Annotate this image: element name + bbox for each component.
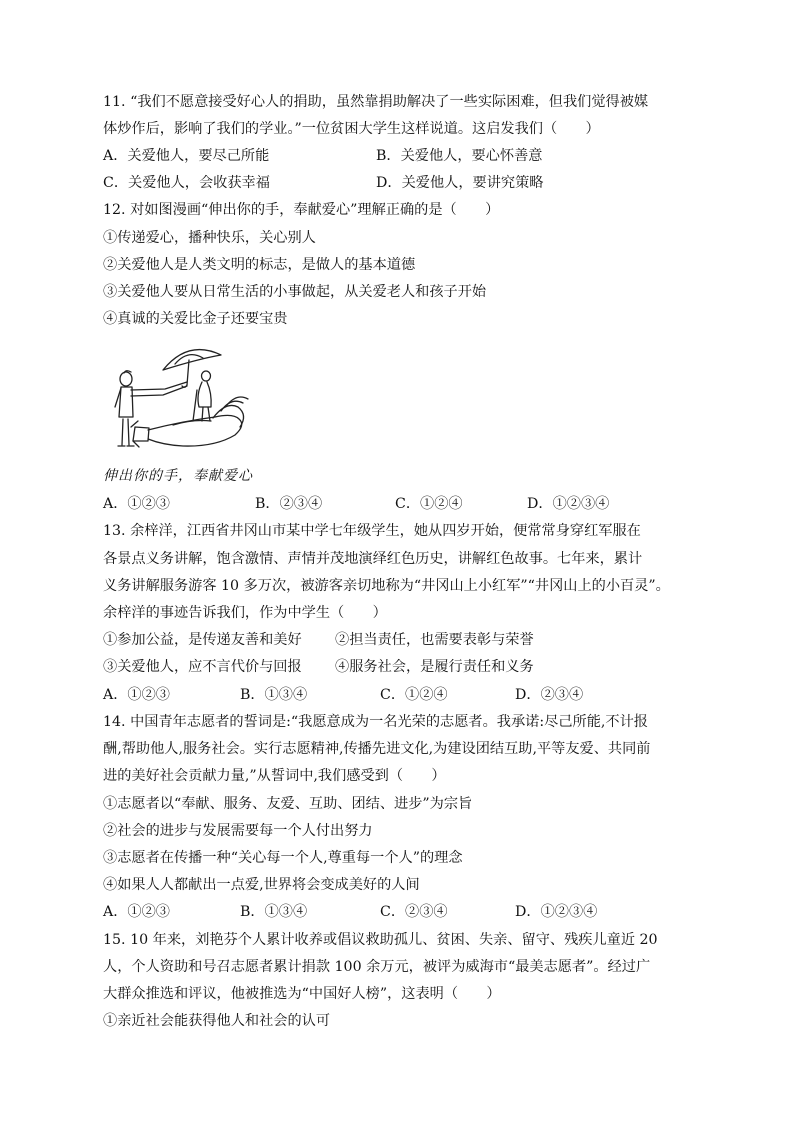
q11-option-d[interactable]: D．关爱他人，要讲究策略	[376, 175, 544, 191]
q12-option-a[interactable]: A．①②③	[103, 496, 170, 512]
q11-option-b[interactable]: B．关爱他人，要心怀善意	[376, 148, 543, 164]
q13-item-1: ①参加公益，是传递友善和美好	[103, 632, 302, 648]
q14-option-c[interactable]: C．②③④	[380, 904, 448, 920]
q15-stem-line-1: 15. 10 年来，刘艳芬个人累计收养或倡议救助孤儿、贫困、失亲、留守、残疾儿童近 20	[103, 932, 658, 948]
q14-option-d[interactable]: D．①②③④	[515, 904, 598, 920]
q11-stem-line-2: 体炒作后，影响了我们的学业。”一位贫困大学生这样说道。这启发我们（ ）	[103, 121, 600, 137]
q12-option-b[interactable]: B．②③④	[255, 496, 323, 512]
q11-option-a[interactable]: A．关爱他人，要尽己所能	[103, 148, 270, 164]
q13-stem-line-4: 余梓洋的事迹告诉我们，作为中学生（ ）	[103, 605, 387, 621]
q14-stem-line-1: 14. 中国青年志愿者的誓词是:“我愿意成为一名光荣的志愿者。我承诺:尽己所能,不计报	[103, 714, 648, 730]
q12-option-d[interactable]: D．①②③④	[527, 496, 610, 512]
q13-item-3: ③关爱他人，应不言代价与回报	[103, 659, 302, 675]
q14-option-b[interactable]: B．①③④	[240, 904, 308, 920]
q14-item-4: ④如果人人都献出一点爱,世界将会变成美好的人间	[103, 877, 420, 893]
q13-item-2: ②担当责任，也需要表彰与荣誉	[335, 632, 534, 648]
q14-stem-line-3: 进的美好社会贡献力量,”从誓词中,我们感受到（ ）	[103, 768, 446, 784]
q12-option-c[interactable]: C．①②④	[395, 496, 463, 512]
q13-option-b[interactable]: B．①③④	[240, 687, 308, 703]
q15-stem-line-3: 大群众推选和评议，他被推选为“中国好人榜”，这表明（ ）	[103, 986, 501, 1002]
q12-item-3: ③关爱他人要从日常生活的小事做起，从关爱老人和孩子开始	[103, 284, 487, 300]
q12-stem: 12. 对如图漫画“伸出你的手，奉献爱心”理解正确的是（ ）	[103, 202, 500, 218]
q13-item-4: ④服务社会，是履行责任和义务	[335, 659, 534, 675]
q14-item-1: ①志愿者以“奉献、服务、友爱、互助、团结、进步”为宗旨	[103, 796, 473, 812]
q13-option-d[interactable]: D．②③④	[515, 687, 584, 703]
cartoon-illustration	[103, 335, 253, 455]
q14-item-3: ③志愿者在传播一种“关心每一个人,尊重每一个人”的理念	[103, 850, 463, 866]
q15-stem-line-2: 人，个人资助和号召志愿者累计捐款 100 余万元，被评为威海市“最美志愿者”。经过广	[103, 959, 651, 975]
q14-option-a[interactable]: A．①②③	[103, 904, 170, 920]
cartoon-caption: 伸出你的手，奉献爱心	[103, 468, 253, 484]
q11-option-c[interactable]: C．关爱他人，会收获幸福	[103, 175, 270, 191]
q15-item-1: ①亲近社会能获得他人和社会的认可	[103, 1013, 331, 1029]
q13-stem-line-3: 义务讲解服务游客 10 多万次，被游客亲切地称为“井冈山上小红军”“井冈山上的小百灵”。	[103, 578, 670, 594]
q12-item-4: ④真诚的关爱比金子还要宝贵	[103, 311, 288, 327]
q12-item-1: ①传递爱心，播种快乐，关心别人	[103, 230, 316, 246]
q12-item-2: ②关爱他人是人类文明的标志，是做人的基本道德	[103, 257, 416, 273]
q11-stem-line-1: 11. “我们不愿意接受好心人的捐助，虽然靠捐助解决了一些实际困难，但我们觉得被媒	[103, 94, 649, 110]
q14-stem-line-2: 酬,帮助他人,服务社会。实行志愿精神,传播先进文化,为建设团结互助,平等友爱、共同前	[103, 741, 651, 757]
q14-item-2: ②社会的进步与发展需要每一个人付出努力	[103, 823, 373, 839]
q13-option-a[interactable]: A．①②③	[103, 687, 170, 703]
q13-stem-line-2: 各景点义务讲解，饱含激情、声情并茂地演绎红色历史，讲解红色故事。七年来，累计	[103, 551, 643, 567]
q13-stem-line-1: 13. 余梓洋，江西省井冈山市某中学七年级学生，她从四岁开始，便常常身穿红军服在	[103, 523, 641, 539]
q13-option-c[interactable]: C．①②④	[380, 687, 448, 703]
